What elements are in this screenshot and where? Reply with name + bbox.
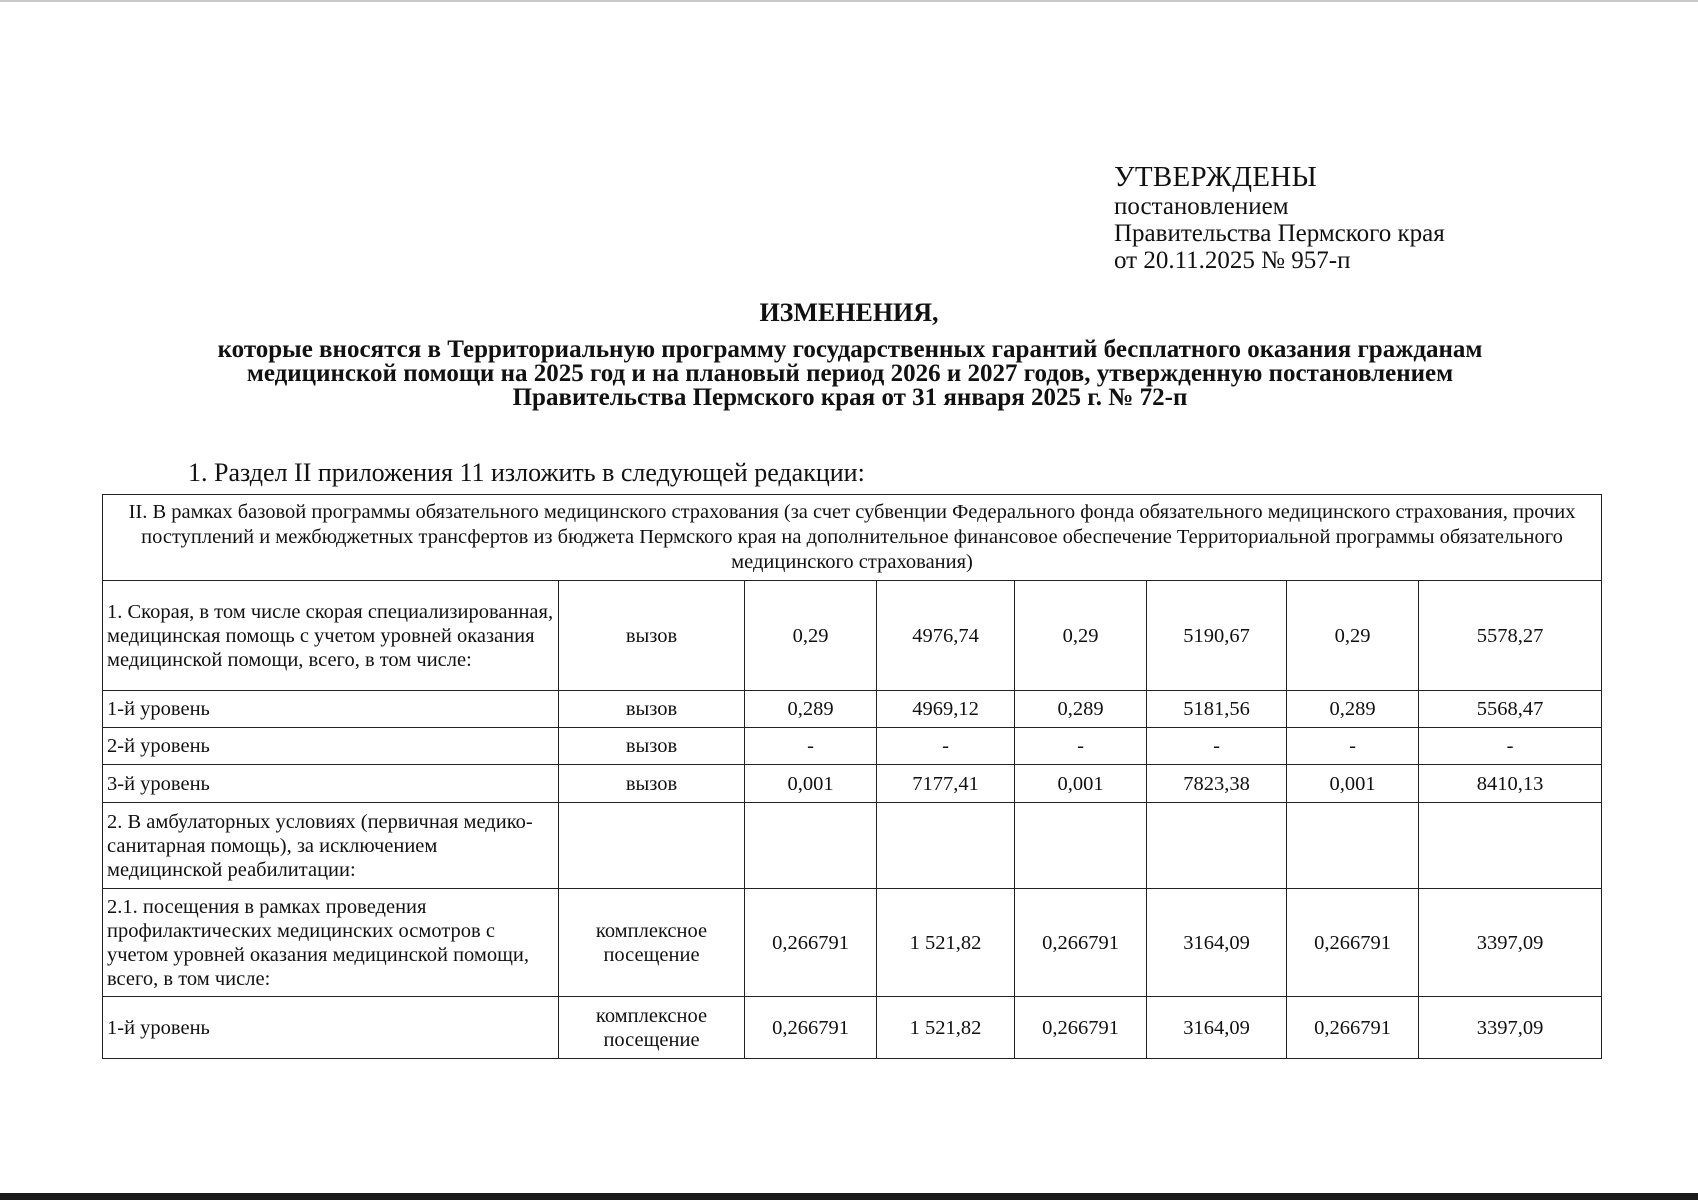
bottom-edge-bar bbox=[0, 1193, 1698, 1200]
row-value-4: 7823,38 bbox=[1147, 765, 1287, 803]
row-value-1: - bbox=[745, 728, 877, 765]
subheading-line-3: Правительства Пермского края от 31 января 2025 г. № 72-п bbox=[512, 384, 1188, 411]
row-value-5: 0,266791 bbox=[1287, 997, 1419, 1059]
document-heading: ИЗМЕНЕНИЯ, bbox=[759, 298, 939, 327]
row-value-2: 7177,41 bbox=[877, 765, 1015, 803]
row-value-2: 1 521,82 bbox=[877, 889, 1015, 997]
table-row bbox=[103, 889, 1602, 997]
row-value-1: 0,29 bbox=[745, 581, 877, 691]
row-value-1 bbox=[745, 803, 877, 889]
intro-paragraph: 1. Раздел II приложения 11 изложить в следующей редакции: bbox=[188, 458, 865, 487]
row-unit: вызов bbox=[559, 728, 745, 765]
approval-title: УТВЕРЖДЕНЫ bbox=[1114, 161, 1318, 193]
row-value-6: - bbox=[1419, 728, 1602, 765]
row-value-3: 0,001 bbox=[1015, 765, 1147, 803]
top-edge-line bbox=[0, 0, 1698, 2]
approval-line-3: от 20.11.2025 № 957-п bbox=[1114, 247, 1351, 274]
subheading-line-1: которые вносятся в Территориальную программу государственных гарантий бесплатного оказания гражданам bbox=[217, 336, 1483, 363]
row-value-5 bbox=[1287, 803, 1419, 889]
row-unit bbox=[559, 803, 745, 889]
row-unit: вызов bbox=[559, 581, 745, 691]
row-value-3: 0,289 bbox=[1015, 691, 1147, 728]
row-value-4: 5190,67 bbox=[1147, 581, 1287, 691]
row-value-3: 0,29 bbox=[1015, 581, 1147, 691]
section-title: II. В рамках базовой программы обязательного медицинского страхования (за счет субвенции Федерального фонда обязательного медицинского страхования, прочих поступлений и межбюджетных трансфертов из бюджета Пермского края на дополнительное финансовое обеспечение Территориальной программы обязательного медицинского страхования) bbox=[103, 495, 1602, 581]
row-unit: комплексное посещение bbox=[559, 889, 745, 997]
row-name: 2. В амбулаторных условиях (первичная медико-санитарная помощь), за исключением медицинской реабилитации: bbox=[103, 803, 559, 889]
row-value-2: 4976,74 bbox=[877, 581, 1015, 691]
approval-stamp bbox=[1114, 163, 1445, 273]
document-subheading bbox=[110, 338, 1590, 410]
row-value-3 bbox=[1015, 803, 1147, 889]
row-value-6: 3397,09 bbox=[1419, 997, 1602, 1059]
row-value-3: 0,266791 bbox=[1015, 889, 1147, 997]
row-value-1: 0,001 bbox=[745, 765, 877, 803]
subheading-line-2: медицинской помощи на 2025 год и на плановый период 2026 и 2027 годов, утвержденную постановлением bbox=[246, 360, 1454, 387]
row-value-5: 0,266791 bbox=[1287, 889, 1419, 997]
row-value-3: 0,266791 bbox=[1015, 997, 1147, 1059]
row-unit: комплексное посещение bbox=[559, 997, 745, 1059]
row-value-3: - bbox=[1015, 728, 1147, 765]
row-value-4: 3164,09 bbox=[1147, 997, 1287, 1059]
changes-table bbox=[102, 494, 1602, 1059]
row-value-5: 0,29 bbox=[1287, 581, 1419, 691]
row-value-5: - bbox=[1287, 728, 1419, 765]
table-row bbox=[103, 728, 1602, 765]
table-row bbox=[103, 997, 1602, 1059]
section-header-row bbox=[103, 495, 1602, 581]
table-row bbox=[103, 803, 1602, 889]
approval-line-2: Правительства Пермского края bbox=[1114, 220, 1445, 247]
row-name: 1-й уровень bbox=[103, 997, 559, 1059]
row-value-5: 0,289 bbox=[1287, 691, 1419, 728]
row-name: 2.1. посещения в рамках проведения профилактических медицинских осмотров с учетом уровней оказания медицинской помощи, всего, в том числе: bbox=[103, 889, 559, 997]
approval-line-1: постановлением bbox=[1114, 193, 1289, 220]
row-name: 2-й уровень bbox=[103, 728, 559, 765]
row-value-6: 5578,27 bbox=[1419, 581, 1602, 691]
row-value-6: 3397,09 bbox=[1419, 889, 1602, 997]
row-name: 1-й уровень bbox=[103, 691, 559, 728]
row-value-6: 5568,47 bbox=[1419, 691, 1602, 728]
table-row bbox=[103, 581, 1602, 691]
row-value-4: - bbox=[1147, 728, 1287, 765]
row-value-2: 4969,12 bbox=[877, 691, 1015, 728]
row-value-6 bbox=[1419, 803, 1602, 889]
row-value-1: 0,289 bbox=[745, 691, 877, 728]
row-value-2 bbox=[877, 803, 1015, 889]
row-unit: вызов bbox=[559, 765, 745, 803]
row-value-6: 8410,13 bbox=[1419, 765, 1602, 803]
row-value-1: 0,266791 bbox=[745, 997, 877, 1059]
row-value-4: 5181,56 bbox=[1147, 691, 1287, 728]
row-value-4: 3164,09 bbox=[1147, 889, 1287, 997]
table-row bbox=[103, 765, 1602, 803]
row-value-4 bbox=[1147, 803, 1287, 889]
row-value-2: - bbox=[877, 728, 1015, 765]
row-value-1: 0,266791 bbox=[745, 889, 877, 997]
row-unit: вызов bbox=[559, 691, 745, 728]
row-value-5: 0,001 bbox=[1287, 765, 1419, 803]
row-name: 3-й уровень bbox=[103, 765, 559, 803]
row-name: 1. Скорая, в том числе скорая специализированная, медицинская помощь с учетом уровней оказания медицинской помощи, всего, в том числе: bbox=[103, 581, 559, 691]
table-row bbox=[103, 691, 1602, 728]
row-value-2: 1 521,82 bbox=[877, 997, 1015, 1059]
